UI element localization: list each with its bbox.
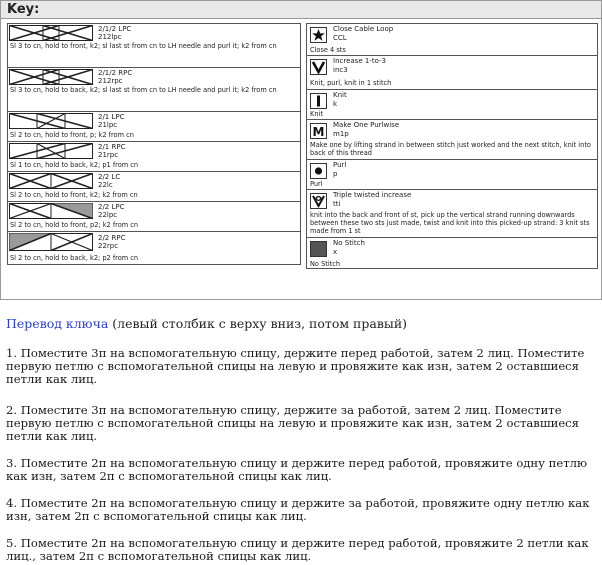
key-item-code: 212rpc	[98, 77, 123, 85]
key-item-desc: Sl 3 to cn, hold to back, k2; sl last st from cn to LH needle and purl it; k2 from cn	[10, 86, 277, 94]
purl-dot-icon	[310, 163, 327, 179]
key-item-desc: Purl	[310, 180, 323, 188]
key-item-abbr: 2/2 LC	[98, 173, 121, 181]
key-item-code: p	[333, 170, 338, 178]
translation-item: 4. Поместите 2п на вспомогательную спицу и держите за работой, провяжите одну петлю как изн, затем 2п с вспомогательной спицы как лиц.	[6, 496, 590, 523]
key-item-22lpc	[7, 201, 301, 231]
svg-text:M: M	[312, 125, 325, 138]
key-item-desc: Sl 2 to cn, hold to front, k2; k2 from cn	[10, 191, 138, 199]
key-item-212rpc	[7, 67, 301, 111]
key-item-code: 21lpc	[98, 121, 118, 129]
key-item-desc: Sl 2 to cn, hold to front, p2; k2 from cn	[10, 221, 139, 229]
key-item-code: 22lc	[98, 181, 113, 189]
key-item-code: m1p	[333, 130, 349, 138]
key-item-code: CCL	[333, 34, 347, 42]
key-item-title: Close Cable Loop	[333, 25, 394, 33]
key-item-abbr: 2/2 RPC	[98, 234, 126, 242]
key-item-abbr: 2/2 LPC	[98, 203, 125, 211]
key-item-22rpc	[7, 231, 301, 265]
key-item-desc: Sl 1 to cn, hold to back, k2; p1 from cn	[10, 161, 139, 169]
key-right-column	[306, 23, 598, 269]
key-item-inc3	[306, 55, 598, 89]
key-item-desc: Knit	[310, 110, 323, 118]
translation-title-link: Перевод ключа	[6, 316, 109, 331]
translation-item: 1. Поместите 3п на вспомогательную спицу, держите перед работой, затем 2 лиц. Поместите первую петлю с вспомогательной спицы на левую и провяжите как изн, затем 2 оставшиеся петли как лиц.	[6, 346, 585, 386]
key-item-code: x	[333, 248, 338, 256]
knit-bar-icon	[310, 93, 327, 109]
key-item-tti	[306, 189, 598, 237]
translation-item: 5. Поместите 2п на вспомогательную спицу и держите перед работой, провяжите 2 петли как лиц., затем 2п с вспомогательной спицы как лиц.	[6, 536, 589, 563]
translation-item: 2. Поместите 3п на вспомогательную спицу, держите за работой, затем 2 лиц. Поместите первую петлю с вспомогательной спицы на левую и провяжите как изн, затем 2 оставшиеся петли как лиц.	[6, 403, 579, 443]
no-stitch-icon	[310, 241, 327, 257]
cable-212lpc-icon	[9, 25, 93, 41]
key-item-code: 212lpc	[98, 33, 122, 41]
key-item-abbr: 2/1 LPC	[98, 113, 125, 121]
key-item-desc: Sl 3 to cn, hold to front, k2; sl last st from cn to LH needle and purl it; k2 from cn	[10, 42, 277, 50]
key-item-desc: No Stitch	[310, 260, 341, 268]
key-item-knit	[306, 89, 598, 119]
key-item-code: tti	[333, 200, 341, 208]
key-item-abbr: 2/1/2 LPC	[98, 25, 132, 33]
star-icon	[310, 27, 327, 43]
cable-21rpc-icon	[9, 143, 93, 159]
cable-212rpc-icon	[9, 69, 93, 85]
key-item-no-stitch	[306, 237, 598, 269]
key-item-desc: knit into the back and front of st, pick up the vertical strand running downwards between these two sts just made, twist and knit into this picked-up strand: 3 knit sts made from 1 st	[310, 211, 590, 235]
key-item-desc: Make one by lifting strand in between stitch just worked and the next stitch, knit into back of this thread	[310, 141, 591, 157]
key-item-ccl	[306, 23, 598, 55]
key-item-212lpc	[7, 23, 301, 67]
key-item-title: Make One Purlwise	[333, 121, 400, 129]
key-header: Key:	[1, 1, 601, 19]
key-item-22lc	[7, 171, 301, 201]
make-one-purlwise-icon	[310, 123, 327, 139]
key-item-abbr: 2/1 RPC	[98, 143, 126, 151]
cable-22rpc-icon	[9, 233, 93, 251]
key-item-desc: Sl 2 to cn, hold to back, k2; p2 from cn	[10, 254, 139, 262]
key-item-purl	[306, 159, 598, 189]
cable-22lpc-icon	[9, 203, 93, 219]
key-item-title: No Stitch	[333, 239, 365, 247]
key-item-21lpc	[7, 111, 301, 141]
key-item-code: 21rpc	[98, 151, 119, 159]
key-item-desc: Knit, purl, knit in 1 stitch	[310, 79, 392, 87]
key-item-code: k	[333, 100, 338, 108]
key-item-code: 22rpc	[98, 242, 119, 250]
key-item-21rpc	[7, 141, 301, 171]
cable-21lpc-icon	[9, 113, 93, 129]
key-item-desc: Close 4 sts	[310, 46, 346, 54]
key-left-column	[7, 23, 301, 265]
key-item-m1p	[306, 119, 598, 159]
translation-title-note: (левый столбик с верху вниз, потом правый)	[108, 316, 408, 331]
key-item-abbr: 2/1/2 RPC	[98, 69, 133, 77]
triple-twisted-increase-icon	[310, 193, 327, 209]
key-item-title: Purl	[333, 161, 347, 169]
key-item-title: Knit	[333, 91, 347, 99]
key-item-desc: Sl 2 to cn, hold to front, p; k2 from cn	[10, 131, 134, 139]
increase-v-icon	[310, 59, 327, 75]
translation-item: 3. Поместите 2п на вспомогательную спицу и держите перед работой, провяжите одну петлю как изн, затем 2п с вспомогательной спицы как лиц.	[6, 456, 588, 483]
translation-title	[6, 316, 407, 331]
key-item-code: inc3	[333, 66, 348, 74]
key-item-title: Triple twisted increase	[333, 191, 412, 199]
key-item-title: Increase 1-to-3	[333, 57, 386, 65]
key-item-code: 22lpc	[98, 211, 118, 219]
cable-22lc-icon	[9, 173, 93, 189]
